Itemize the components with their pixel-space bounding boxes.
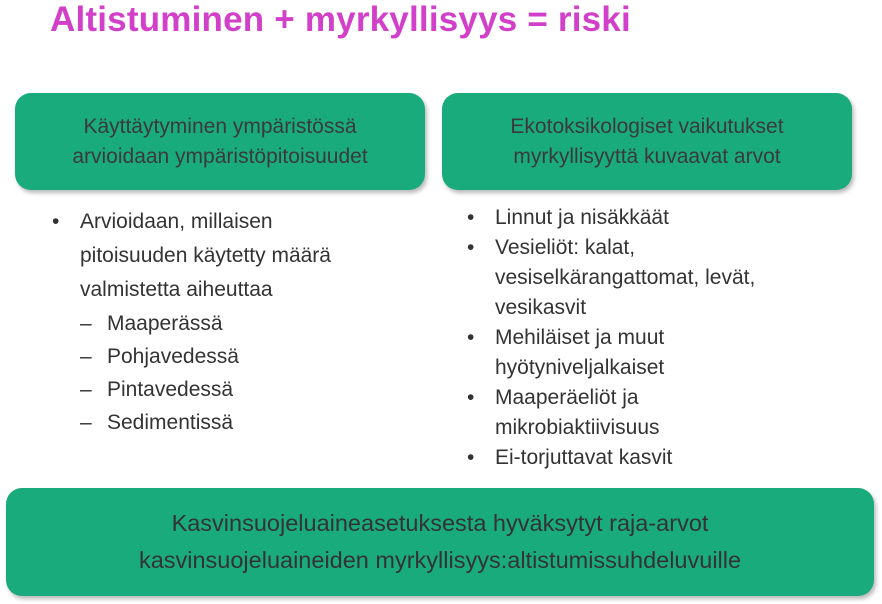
exposure-box xyxy=(15,93,425,190)
exposure-list xyxy=(52,205,422,439)
bullet-glyph: • xyxy=(467,326,475,349)
bullet-glyph: • xyxy=(467,386,475,409)
list-item-line: Ei-torjuttavat kasvit xyxy=(495,446,673,469)
list-item xyxy=(467,323,867,383)
list-item-line: vesiselkärangattomat, levät, xyxy=(495,266,756,289)
list-item xyxy=(467,203,867,233)
bullet-glyph: • xyxy=(467,446,475,469)
bullet-glyph: • xyxy=(467,206,475,229)
limit-values-line-2: kasvinsuojeluaineiden myrkyllisyys:altistumissuhdeluvuille xyxy=(138,547,742,573)
dash-glyph: – xyxy=(80,345,92,368)
list-item xyxy=(467,233,867,323)
sub-list-item xyxy=(80,340,422,373)
sub-list-item-label: Sedimentissä xyxy=(107,411,234,434)
bullet-glyph: • xyxy=(52,210,60,233)
list-item-line: Maaperäeliöt ja xyxy=(495,386,639,409)
list-item xyxy=(467,443,867,473)
exposure-box-line-2: arvioidaan ympäristöpitoisuudet xyxy=(72,144,368,168)
sub-list-item xyxy=(80,373,422,406)
list-item-line: Vesieliöt: kalat, xyxy=(495,236,636,259)
dash-glyph: – xyxy=(80,312,92,335)
list-item-line: Linnut ja nisäkkäät xyxy=(495,206,669,229)
list-item-line: hyötyniveljalkaiset xyxy=(495,356,665,379)
exposure-box-line-1: Käyttäytyminen ympäristössä xyxy=(83,114,357,138)
ecotox-box-line-2: myrkyllisyyttä kuvaavat arvot xyxy=(513,144,781,168)
list-item-line: mikrobiaktiivisuus xyxy=(495,416,660,439)
sub-list-item-label: Pohjavedessä xyxy=(107,345,239,368)
list-item-line: valmistetta aiheuttaa xyxy=(80,278,273,301)
sub-list xyxy=(80,307,422,439)
list-item-line: Mehiläiset ja muut xyxy=(495,326,665,349)
dash-glyph: – xyxy=(80,378,92,401)
ecotox-list xyxy=(467,203,867,473)
list-item xyxy=(467,383,867,443)
list-item xyxy=(52,205,422,439)
bullet-glyph: • xyxy=(467,236,475,259)
dash-glyph: – xyxy=(80,411,92,434)
sub-list-item xyxy=(80,406,422,439)
list-item-line: pitoisuuden käytetty määrä xyxy=(80,244,331,267)
ecotox-box-line-1: Ekotoksikologiset vaikutukset xyxy=(510,114,784,138)
sub-list-item xyxy=(80,307,422,340)
list-item-line: vesikasvit xyxy=(495,296,587,319)
ecotox-box xyxy=(442,93,852,190)
limit-values-line-1: Kasvinsuojeluaineasetuksesta hyväksytyt raja-arvot xyxy=(171,510,709,536)
slide-title: Altistuminen + myrkyllisyys = riski xyxy=(50,0,631,39)
limit-values-box xyxy=(6,488,874,596)
list-item-line: Arvioidaan, millaisen xyxy=(80,210,273,233)
sub-list-item-label: Maaperässä xyxy=(107,312,223,335)
sub-list-item-label: Pintavedessä xyxy=(107,378,234,401)
